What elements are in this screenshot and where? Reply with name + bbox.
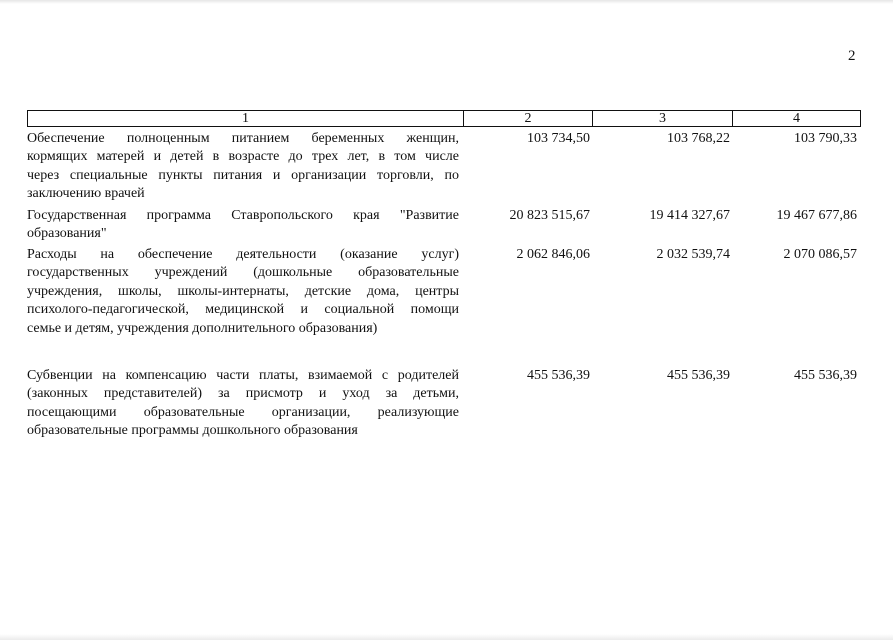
value-col-3: 19 414 327,67 (649, 208, 730, 223)
header-col-4: 4 (793, 111, 800, 126)
description-line: семье и детям, учреждения дополнительного образования) (27, 320, 378, 336)
description-line: заключению врачей (27, 186, 145, 202)
description-line: психолого-педагогической, медицинской и социальной помощи (27, 302, 459, 318)
value-col-4: 455 536,39 (794, 368, 857, 383)
page-number: 2 (848, 48, 856, 64)
description-line: Государственная программа Ставропольского края "Развитие (27, 208, 459, 223)
value-col-2: 103 734,50 (527, 131, 590, 146)
description-line: Субвенции на компенсацию части платы, взимаемой с родителей (27, 368, 459, 383)
table-row (27, 130, 861, 204)
scan-edge-bottom (0, 634, 893, 640)
table-row (27, 246, 861, 338)
table-row (27, 207, 861, 244)
header-col-3: 3 (593, 111, 733, 126)
value-col-3: 2 032 539,74 (656, 247, 730, 262)
value-col-4: 103 790,33 (794, 131, 857, 146)
value-col-2: 2 062 846,06 (516, 247, 590, 262)
description-line: посещающими образовательные организации, реализующие (27, 404, 459, 420)
description-line: кормящих матерей и детей в возрасте до трех лет, в том числе (27, 149, 459, 165)
header-col-1: 1 (28, 111, 464, 126)
value-col-2: 455 536,39 (527, 368, 590, 383)
scan-edge-top (0, 0, 893, 4)
description-line: государственных учреждений (дошкольные образовательные (27, 265, 459, 281)
value-col-3: 455 536,39 (667, 368, 730, 383)
description-line: Расходы на обеспечение деятельности (оказание услуг) (27, 247, 459, 262)
table-header (27, 110, 861, 127)
value-col-2: 20 823 515,67 (509, 208, 590, 223)
description-line: Обеспечение полноценным питанием беременных женщин, (27, 131, 459, 146)
table-row (27, 367, 861, 441)
description-line: учреждения, школы, школы-интернаты, детские дома, центры (27, 283, 459, 299)
description-line: образования" (27, 226, 107, 242)
value-col-3: 103 768,22 (667, 131, 730, 146)
value-col-4: 19 467 677,86 (776, 208, 857, 223)
header-col-2: 2 (464, 111, 593, 126)
description-line: (законных представителей) за присмотр и уход за детьми, (27, 386, 459, 402)
value-col-4: 2 070 086,57 (783, 247, 857, 262)
description-line: через специальные пункты питания и организации торговли, по (27, 167, 459, 183)
description-line: образовательные программы дошкольного образования (27, 423, 358, 439)
